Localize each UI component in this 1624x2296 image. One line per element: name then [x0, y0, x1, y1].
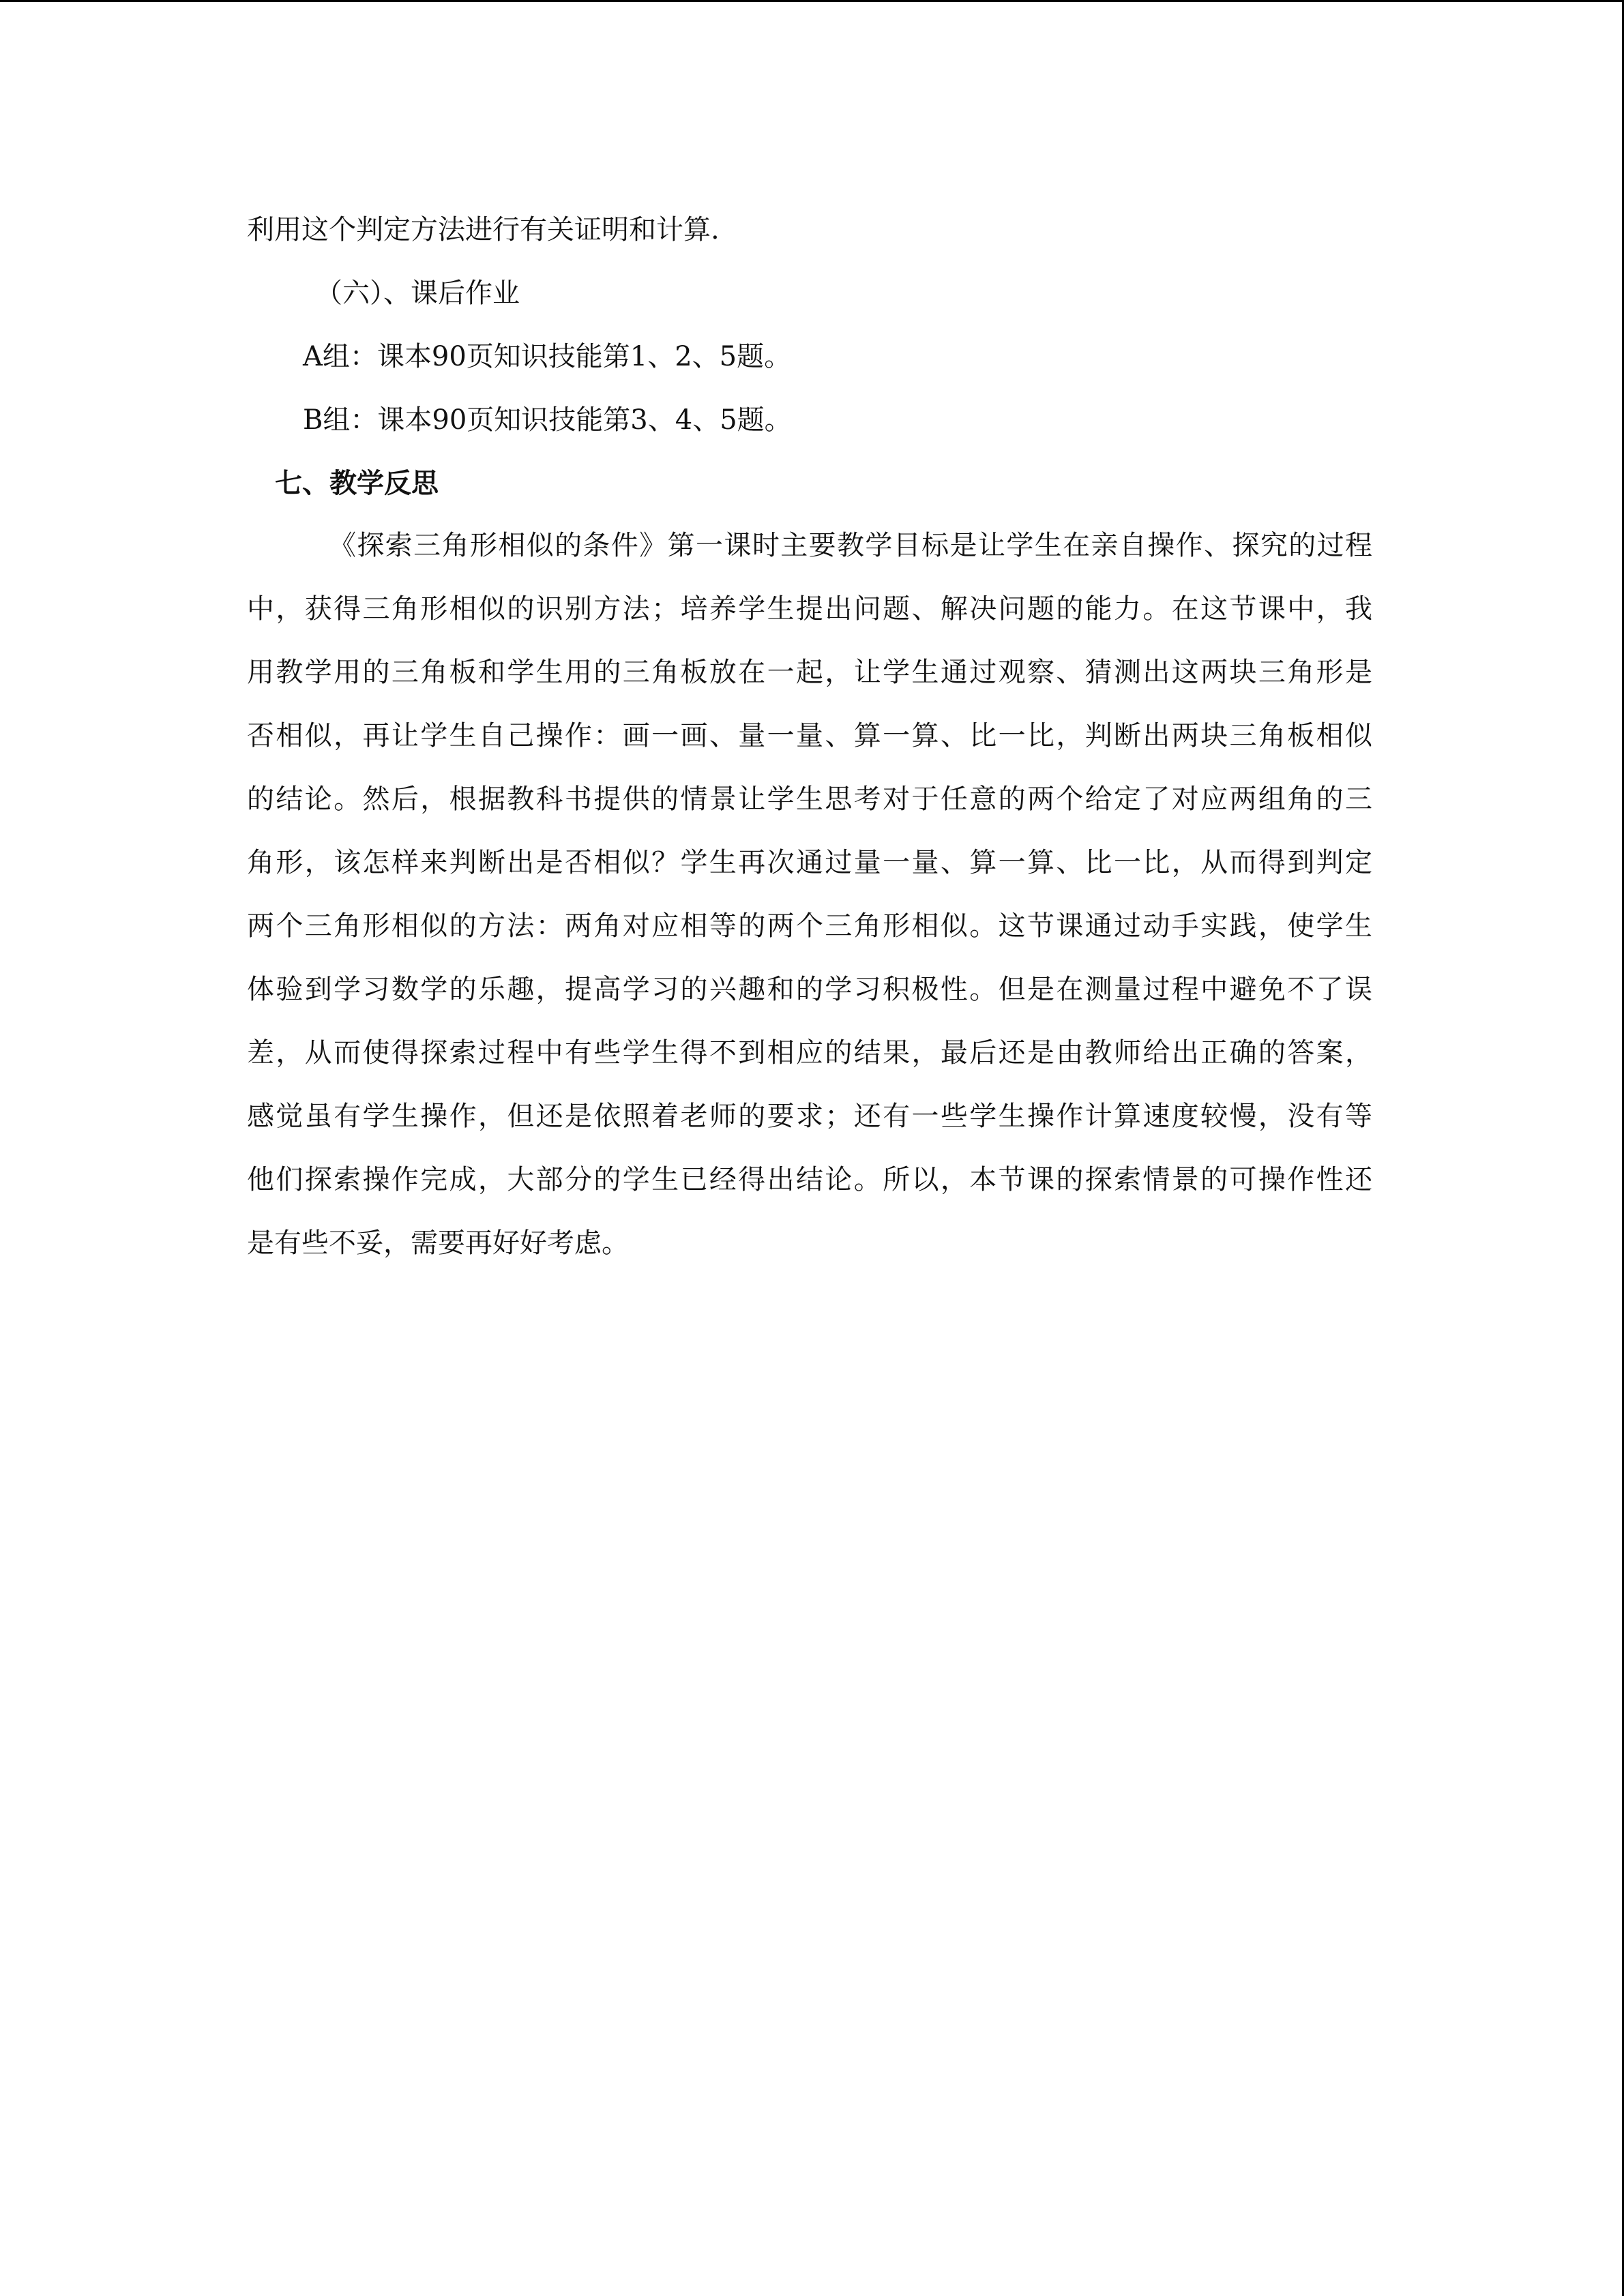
homework-group-a: A组：课本90页知识技能第1、2、5题。 [303, 341, 792, 372]
reflection-line: 《探索三角形相似的条件》第一课时主要教学目标是让学生在亲自操作、探究的过程 [329, 530, 1372, 561]
reflection-line: 否相似，再让学生自己操作：画一画、量一量、算一算、比一比，判断出两块三角板相似 [247, 720, 1372, 751]
reflection-line: 他们探索操作完成，大部分的学生已经得出结论。所以，本节课的探索情景的可操作性还 [247, 1164, 1372, 1195]
section-six-heading: （六）、课后作业 [315, 278, 520, 309]
reflection-paragraph [247, 529, 1372, 1290]
reflection-line: 感觉虽有学生操作，但还是依照着老师的要求；还有一些学生操作计算速度较慢，没有等 [247, 1101, 1372, 1132]
page-top-border [0, 0, 1624, 2]
section-seven-heading: 七、教学反思 [275, 468, 439, 499]
homework-group-b: B组：课本90页知识技能第3、4、5题。 [303, 404, 792, 436]
reflection-line: 用教学用的三角板和学生用的三角板放在一起，让学生通过观察、猜测出这两块三角形是 [247, 657, 1372, 688]
reflection-line: 中，获得三角形相似的识别方法；培养学生提出问题、解决问题的能力。在这节课中，我 [247, 593, 1372, 625]
reflection-line: 差，从而使得探索过程中有些学生得不到相应的结果，最后还是由教师给出正确的答案， [247, 1037, 1372, 1069]
reflection-line: 是有些不妥，需要再好好考虑。 [247, 1227, 629, 1259]
reflection-line: 两个三角形相似的方法：两角对应相等的两个三角形相似。这节课通过动手实践，使学生 [247, 910, 1372, 942]
reflection-line: 角形，该怎样来判断出是否相似？学生再次通过量一量、算一算、比一比，从而得到判定 [247, 847, 1372, 878]
reflection-line: 体验到学习数学的乐趣，提高学习的兴趣和的学习积极性。但是在测量过程中避免不了误 [247, 974, 1372, 1005]
continuation-line: 利用这个判定方法进行有关证明和计算. [247, 214, 720, 245]
reflection-line: 的结论。然后，根据教科书提供的情景让学生思考对于任意的两个给定了对应两组角的三 [247, 784, 1372, 815]
